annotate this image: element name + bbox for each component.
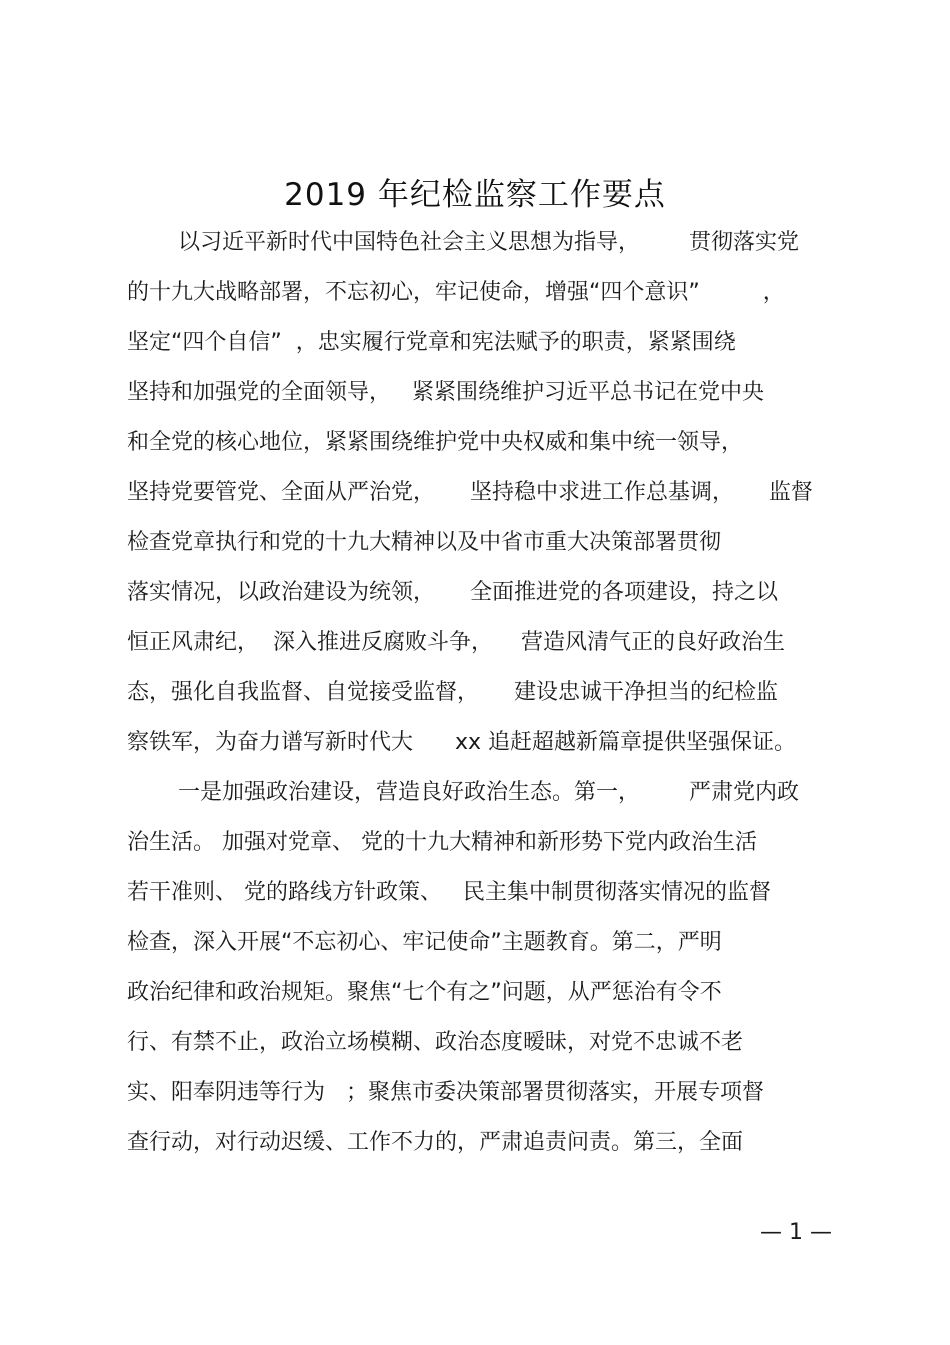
- paragraph-line: 若干准则、 党的路线方针政策、 民主集中制贯彻落实情况的监督: [127, 880, 771, 905]
- paragraph-line: 和全党的核心地位，紧紧围绕维护党中央权威和集中统一领导，: [127, 430, 744, 455]
- page-number: — 1 —: [760, 1220, 832, 1245]
- paragraph-line: 实、阳奉阴违等行为 ；聚焦市委决策部署贯彻落实，开展专项督: [127, 1080, 764, 1105]
- paragraph-line: 恒正风肃纪， 深入推进反腐败斗争， 营造风清气正的良好政治生: [127, 630, 785, 655]
- paragraph-line: 行、有禁不止，政治立场模糊、政治态度暧昧，对党不忠诚不老: [127, 1030, 744, 1055]
- paragraph-line: 政治纪律和政治规矩。聚焦“七个有之”问题，从严惩治有令不: [127, 980, 722, 1005]
- document-title: 2019 年纪检监察工作要点: [284, 177, 666, 213]
- paragraph-line: 检查，深入开展“不忘初心、牢记使命”主题教育。第二，严明: [127, 930, 722, 955]
- paragraph-line: 落实情况，以政治建设为统领， 全面推进党的各项建设，持之以: [127, 580, 778, 605]
- paragraph-line: 一是加强政治建设，营造良好政治生态。第一， 严肃党内政: [178, 780, 799, 805]
- paragraph-line: 态，强化自我监督、自觉接受监督， 建设忠诚干净担当的纪检监: [127, 680, 778, 705]
- paragraph-line: 坚持党要管党、全面从严治党， 坚持稳中求进工作总基调， 监督: [127, 480, 813, 505]
- paragraph-line: 检查党章执行和党的十九大精神以及中省市重大决策部署贯彻: [127, 530, 722, 555]
- paragraph-line: 坚持和加强党的全面领导， 紧紧围绕维护习近平总书记在党中央: [127, 380, 764, 405]
- paragraph-line: 的十九大战略部署，不忘初心，牢记使命，增强“四个意识” ，: [127, 280, 785, 305]
- paragraph-line: 查行动，对行动迟缓、工作不力的，严肃追责问责。第三，全面: [127, 1130, 744, 1155]
- paragraph-line: 治生活。 加强对党章、 党的十九大精神和新形势下党内政治生活: [127, 830, 757, 855]
- paragraph-line: 以习近平新时代中国特色社会主义思想为指导， 贯彻落实党: [178, 230, 799, 255]
- paragraph-line: 察铁军，为奋力谱写新时代大 xx 追赶超越新篇章提供坚强保证。: [127, 730, 796, 755]
- paragraph-line: 坚定“四个自信” ，忠实履行党章和宪法赋予的职责，紧紧围绕: [127, 330, 736, 355]
